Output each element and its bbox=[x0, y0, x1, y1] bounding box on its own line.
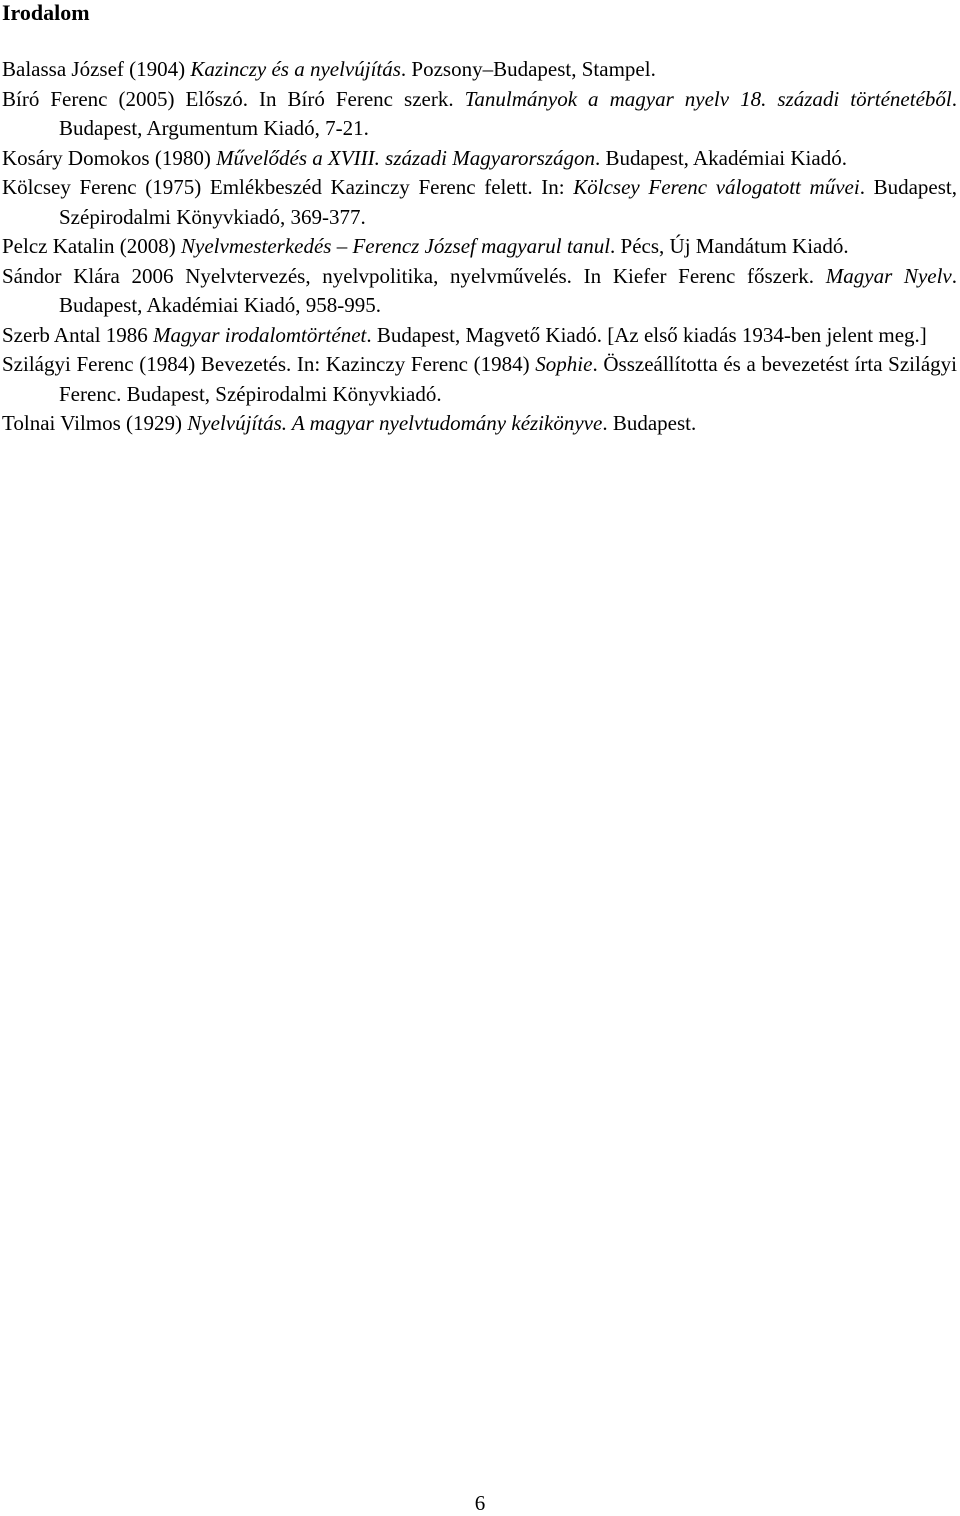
reference-text: Szerb Antal 1986 bbox=[2, 322, 154, 347]
reference-title: Művelődés a XVIII. századi Magyarországon bbox=[216, 145, 595, 170]
reference-text: Bíró Ferenc (2005) Előszó. In Bíró Ferenc szerk. bbox=[2, 86, 465, 111]
page-number: 6 bbox=[474, 1491, 486, 1515]
reference-text: Kosáry Domokos (1980) bbox=[2, 145, 217, 170]
reference-text: Szilágyi Ferenc (1984) Bevezetés. In: Kazinczy Ferenc (1984) bbox=[2, 352, 536, 376]
reference-title: Magyar Nyelv bbox=[825, 263, 952, 288]
reference-text: Balassa József (1904) bbox=[2, 57, 191, 81]
reference-text: . Budapest. bbox=[602, 411, 697, 435]
reference-entry bbox=[2, 321, 957, 351]
reference-text: . Budapest, Akadémiai Kiadó. bbox=[595, 145, 847, 170]
reference-text: . Pécs, Új Mandátum Kiadó. bbox=[610, 234, 849, 258]
reference-title: Kazinczy és a nyelvújítás bbox=[190, 57, 401, 81]
reference-text: . Budapest, Akadémiai Kiadó, 958-995. bbox=[59, 263, 957, 317]
reference-entry bbox=[2, 55, 957, 85]
reference-entry bbox=[2, 85, 957, 144]
reference-text: . Budapest, Magvető Kiadó. [Az első kiadás 1934-ben jelent meg.] bbox=[366, 322, 927, 347]
reference-entry bbox=[2, 350, 957, 409]
reference-entry bbox=[2, 173, 957, 232]
reference-title: Sophie bbox=[535, 352, 593, 376]
reference-text: . Pozsony–Budapest, Stampel. bbox=[400, 57, 656, 81]
reference-title: Magyar irodalomtörténet bbox=[153, 322, 367, 347]
reference-entry bbox=[2, 144, 957, 174]
reference-text: Kölcsey Ferenc (1975) Emlékbeszéd Kazinczy Ferenc felett. In: bbox=[2, 175, 574, 199]
reference-text: . Összeállította és a bevezetést írta Szilágyi Ferenc. Budapest, Szépirodalmi Könyvkiadó. bbox=[59, 352, 958, 406]
reference-entry bbox=[2, 409, 957, 439]
reference-entry bbox=[2, 262, 957, 321]
reference-text: Sándor Klára 2006 Nyelvtervezés, nyelvpolitika, nyelvművelés. In Kiefer Ferenc főszerk. bbox=[2, 263, 826, 288]
reference-text: . Budapest, Argumentum Kiadó, 7-21. bbox=[59, 86, 957, 140]
reference-text: Tolnai Vilmos (1929) bbox=[2, 411, 188, 435]
reference-title: Nyelvújítás. A magyar nyelvtudomány kézikönyve bbox=[187, 411, 603, 435]
reference-title: Nyelvmesterkedés – Ferencz József magyarul tanul bbox=[181, 234, 611, 258]
page-title: Irodalom bbox=[2, 0, 90, 25]
reference-text: . Budapest, Szépirodalmi Könyvkiadó, 369-377. bbox=[59, 175, 957, 229]
reference-title: Kölcsey Ferenc válogatott művei bbox=[573, 175, 860, 199]
reference-text: Pelcz Katalin (2008) bbox=[2, 234, 182, 258]
reference-title: Tanulmányok a magyar nyelv 18. századi történetéből bbox=[464, 86, 952, 111]
reference-entry bbox=[2, 232, 957, 262]
reference-list bbox=[2, 55, 957, 439]
